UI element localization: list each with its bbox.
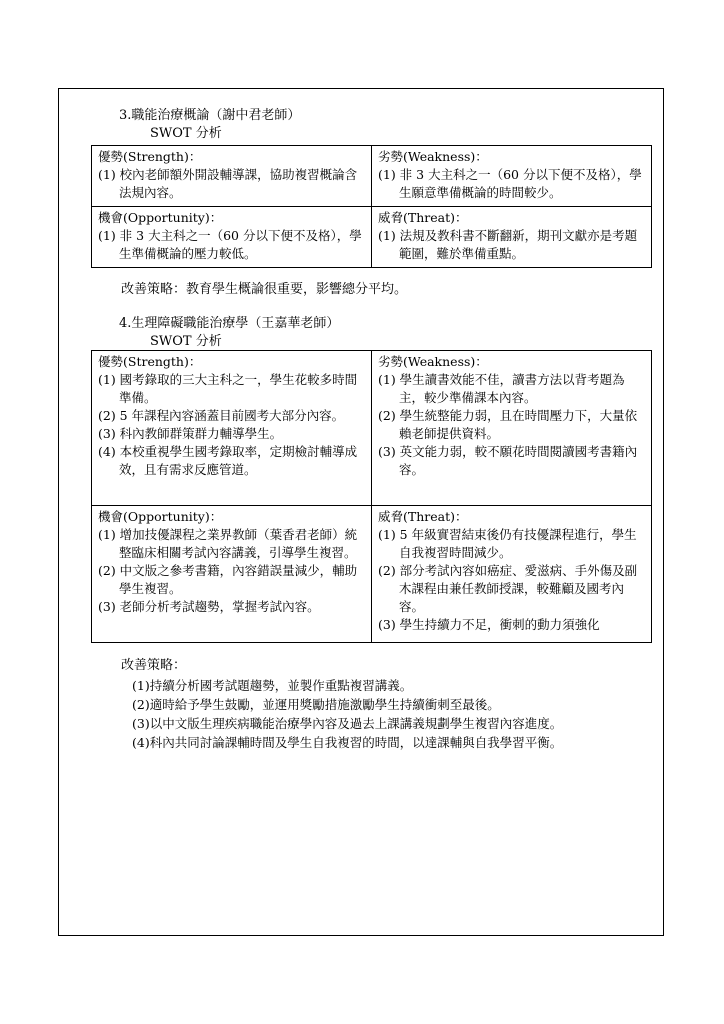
threat-item: (1) 法規及教科書不斷翻新，期刊文獻亦是考題範圍，難於準備重點。: [378, 228, 638, 261]
strength-title: 優勢(Strength)：: [98, 354, 202, 369]
section4-threat-cell: [372, 506, 652, 643]
threat-item: (1) 5 年級實習結束後仍有技優課程進行，學生自我複習時間減少。: [378, 527, 637, 560]
opportunity-title: 機會(Opportunity)：: [98, 210, 223, 225]
section3-opportunity-cell: [92, 207, 372, 268]
section3-title: 3.職能治療概論（謝中君老師）: [119, 108, 301, 123]
strength-item: (1) 校內老師額外開設輔導課，協助複習概論含法規內容。: [98, 167, 358, 200]
threat-title: 威脅(Threat)：: [378, 210, 468, 225]
section4-improvement-label: 改善策略：: [121, 658, 187, 673]
opportunity-item: (1) 非 3 大主科之一（60 分以下便不及格），學生準備概論的壓力較低。: [98, 228, 362, 261]
weakness-item: (1) 學生讀書效能不佳，讀書方法以背考題為主，較少準備課本內容。: [378, 372, 625, 405]
section3-swot-label: SWOT 分析: [150, 126, 222, 141]
opportunity-item: (2) 中文版之參考書籍，內容錯誤量減少，輔助學生複習。: [98, 563, 358, 596]
opportunity-item: (1) 增加技優課程之業界教師（葉香君老師）統整臨床相關考試內容講義，引導學生複習。: [98, 527, 358, 560]
section3-improvement: 改善策略：教育學生概論很重要，影響總分平均。: [121, 282, 408, 297]
opportunity-title: 機會(Opportunity)：: [98, 509, 223, 524]
strength-item: (1) 國考錄取的三大主科之一，學生花較多時間準備。: [98, 372, 358, 405]
section3-weakness-cell: [372, 146, 652, 207]
strength-item: (4) 本校重視學生國考錄取率，定期檢討輔導成效，且有需求反應管道。: [98, 444, 358, 477]
section3-swot-table: [91, 145, 652, 268]
section4-swot-label: SWOT 分析: [150, 334, 222, 349]
opportunity-item: (3) 老師分析考試趨勢，掌握考試內容。: [98, 599, 320, 614]
section4-weakness-cell: [372, 351, 652, 506]
section4-swot-table: [91, 350, 652, 643]
threat-item: (3) 學生持續力不足，衝刺的動力須強化: [378, 617, 600, 632]
improvement-item: (3)以中文版生理疾病職能治療學內容及過去上課講義規劃學生複習內容進度。: [132, 716, 563, 731]
weakness-title: 劣勢(Weakness)：: [378, 354, 488, 369]
weakness-item: (3) 英文能力弱，較不願花時間閱讀國考書籍內容。: [378, 444, 638, 477]
section4-strength-cell: [92, 351, 372, 506]
improvement-item: (2)適時給予學生鼓勵，並運用獎勵措施激勵學生持續衝刺至最後。: [132, 697, 500, 712]
weakness-item: (1) 非 3 大主科之一（60 分以下便不及格），學生願意準備概論的時間較少。: [378, 167, 642, 200]
strength-title: 優勢(Strength)：: [98, 149, 202, 164]
section4-title: 4.生理障礙職能治療學（王嘉華老師）: [119, 316, 340, 331]
improvement-item: (1)持續分析國考試題趨勢，並製作重點複習講義。: [132, 678, 413, 693]
section3-threat-cell: [372, 207, 652, 268]
weakness-item: (2) 學生統整能力弱，且在時間壓力下，大量依賴老師提供資料。: [378, 408, 638, 441]
threat-item: (2) 部分考試內容如癌症、愛滋病、手外傷及副木課程由兼任教師授課，較難顧及國考內容。: [378, 563, 638, 614]
section3-strength-cell: [92, 146, 372, 207]
strength-item: (3) 科內教師群策群力輔導學生。: [98, 426, 283, 441]
section4-opportunity-cell: [92, 506, 372, 643]
strength-item: (2) 5 年課程內容涵蓋目前國考大部分內容。: [98, 408, 345, 423]
improvement-item: (4)科內共同討論課輔時間及學生自我複習的時間，以達課輔與自我學習平衡。: [132, 735, 563, 750]
threat-title: 威脅(Threat)：: [378, 509, 468, 524]
weakness-title: 劣勢(Weakness)：: [378, 149, 488, 164]
